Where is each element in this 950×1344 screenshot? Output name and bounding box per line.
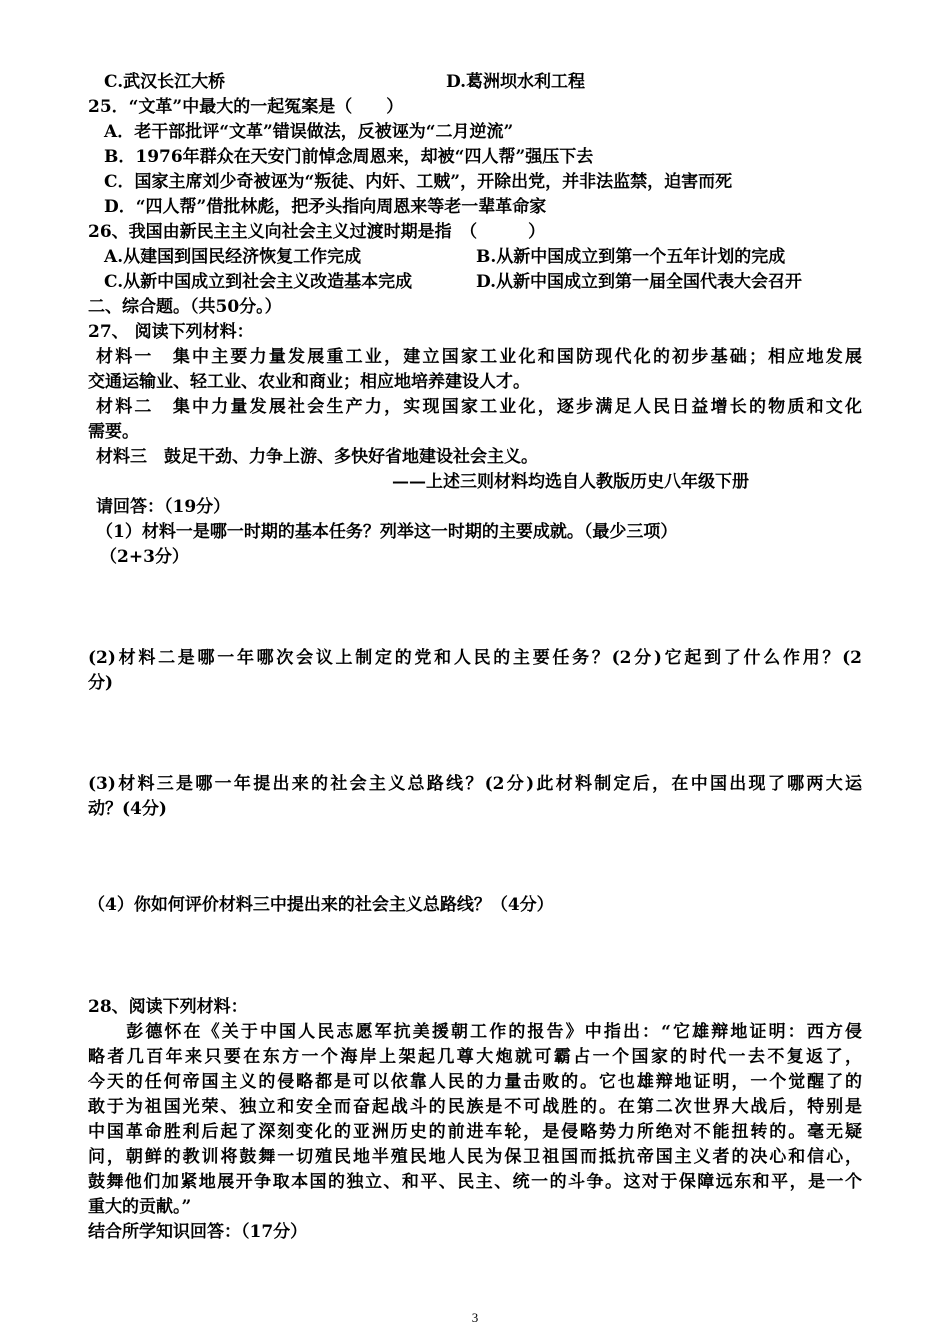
q27-sub1-line-2: （2+3分） [100,547,189,567]
q27-sub3-line-1: (3)材料三是哪一年提出来的社会主义总路线？(2分)此材料制定后，在中国出现了哪两大运 [88,774,862,794]
q25-option-c: C．国家主席刘少奇被诬为“叛徒、内奸、工贼”，开除出党，并非法监禁，迫害而死 [104,172,733,192]
q27-sub2-line-2: 分) [88,673,114,693]
page-number: 3 [471,1310,479,1325]
q27-sub2-line-1: (2)材料二是哪一年哪次会议上制定的党和人民的主要任务？(2分)它起到了什么作用？(2 [88,648,862,668]
q27-intro: 27、 阅读下列材料： [88,322,254,342]
q25-option-b: B．1976年群众在天安门前悼念周恩来，却被“四人帮”强压下去 [104,147,594,167]
q27-material-2-line-1: 材料二 集中力量发展社会生产力，实现国家工业化，逐步满足人民日益增长的物质和文化 [96,397,862,417]
q28-intro: 28、阅读下列材料： [88,997,248,1017]
q28-passage-line-3: 今天的任何帝国主义的侵略都是可以依靠人民的力量击败的。它也雄辩地证明，一个觉醒了的 [88,1072,862,1092]
q24-option-c: C.武汉长江大桥 [104,72,226,92]
q28-ask: 结合所学知识回答：（17分） [88,1222,308,1242]
q26-option-d: D.从新中国成立到第一届全国代表大会召开 [476,272,803,292]
q28-passage-line-2: 略者几百年来只要在东方一个海岸上架起几尊大炮就可霸占一个国家的时代一去不复返了， [88,1047,862,1067]
q28-passage-line-1: 彭德怀在《关于中国人民志愿军抗美援朝工作的报告》中指出：“它雄辩地证明：西方侵 [88,1022,862,1042]
q26-stem: 26、我国由新民主主义向社会主义过渡时期是指 （ ） [88,222,546,242]
q27-sub3-line-2: 动？(4分) [88,799,167,819]
q25-stem: 25．“文革”中最大的一起冤案是（ ） [88,97,404,117]
q28-passage-line-7: 鼓舞他们加紧地展开争取本国的独立、和平、民主、统一的斗争。这对于保障远东和平，是一个 [88,1172,862,1192]
q26-option-c: C.从新中国成立到社会主义改造基本完成 [104,272,413,292]
q25-option-d: D．“四人帮”借批林彪，把矛头指向周恩来等老一辈革命家 [104,197,547,217]
q27-material-1-line-2: 交通运输业、轻工业、农业和商业；相应地培养建设人才。 [88,372,530,392]
section-heading: 二、综合题。（共50分。） [88,297,282,317]
q28-passage-line-8: 重大的贡献。” [88,1197,192,1217]
q27-material-1-line-1: 材料一 集中主要力量发展重工业，建立国家工业化和国防现代化的初步基础；相应地发展 [96,347,862,367]
q28-passage-line-6: 问，朝鲜的教训将鼓舞一切殖民地半殖民地人民为保卫祖国而抵抗帝国主义者的决心和信心， [88,1147,862,1167]
q27-source: ——上述三则材料均选自人教版历史八年级下册 [392,472,749,492]
q27-sub1-line-1: （1）材料一是哪一时期的基本任务？列举这一时期的主要成就。（最少三项） [96,522,678,542]
q28-passage-line-5: 中国革命胜利后起了深刻变化的亚洲历史的前进车轮，是侵略势力所绝对不能扭转的。毫无疑 [88,1122,862,1142]
q24-option-d: D.葛洲坝水利工程 [446,72,586,92]
q26-option-a: A.从建国到国民经济恢复工作完成 [104,247,362,267]
q26-option-b: B.从新中国成立到第一个五年计划的完成 [476,247,786,267]
q28-passage-line-4: 敢于为祖国光荣、独立和安全而奋起战斗的民族是不可战胜的。在第二次世界大战后，特别是 [88,1097,862,1117]
q27-sub4: （4）你如何评价材料三中提出来的社会主义总路线？（4分） [88,895,554,915]
q27-material-3: 材料三 鼓足干劲、力争上游、多快好省地建设社会主义。 [96,447,538,467]
q27-ask: 请回答：（19分） [96,497,231,517]
q25-option-a: A．老干部批评“文革”错误做法，反被诬为“二月逆流” [104,122,514,142]
q27-material-2-line-2: 需要。 [88,422,139,442]
